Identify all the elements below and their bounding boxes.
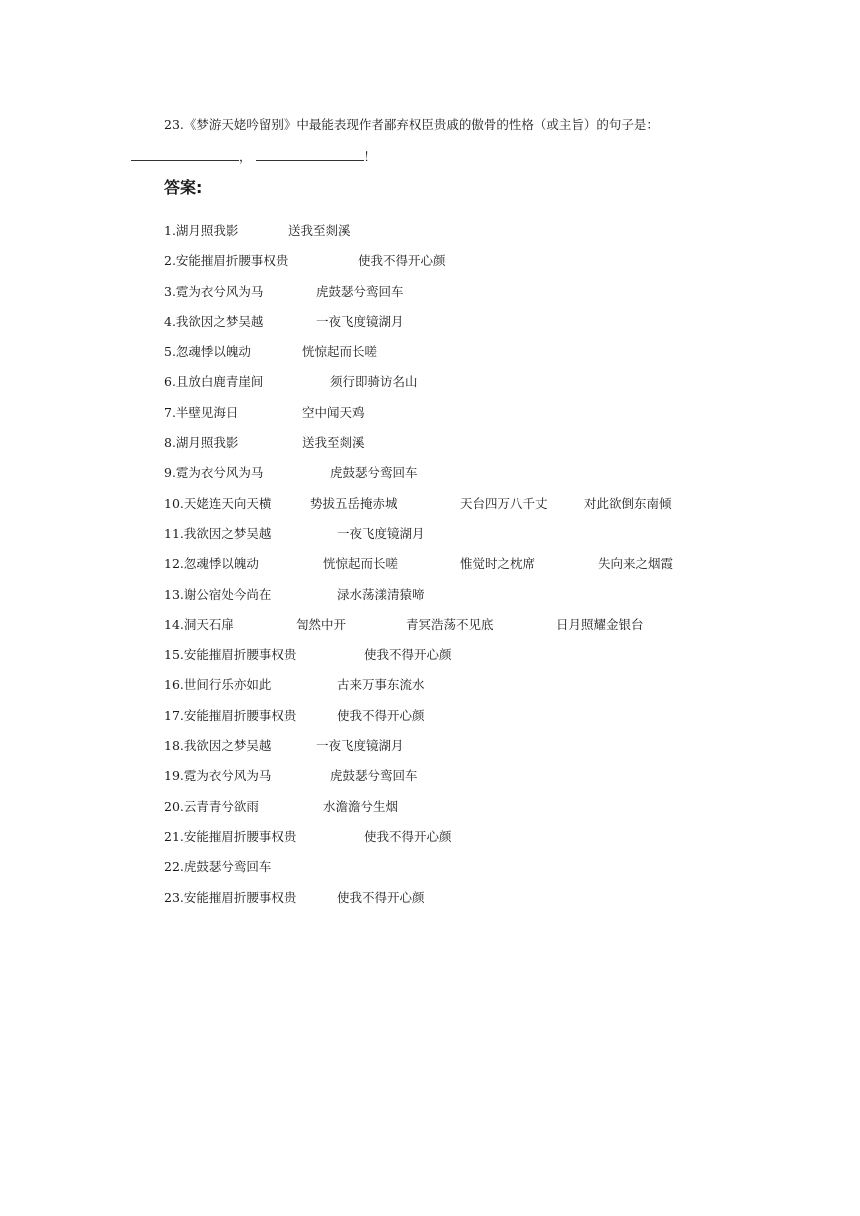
answer-line-part: 惟觉时之枕席 bbox=[460, 556, 536, 572]
answer-line-part: 使我不得开心颜 bbox=[364, 647, 452, 663]
answer-line-part: 使我不得开心颜 bbox=[364, 828, 452, 844]
answer-line-first: 17.安能摧眉折腰事权贵 bbox=[164, 707, 297, 723]
answer-line-part: 青冥浩荡不见底 bbox=[406, 616, 494, 632]
answer-line-part: 须行即骑访名山 bbox=[330, 374, 418, 390]
answer-line-part: 空中闻天鸡 bbox=[302, 404, 365, 420]
answer-line-part: 渌水荡漾清猿啼 bbox=[337, 586, 425, 602]
answer-line-part: 天台四万八千丈 bbox=[460, 495, 548, 511]
answer-line-part: 一夜飞度镜湖月 bbox=[316, 313, 404, 329]
answer-line-first: 10.天姥连天向天横 bbox=[164, 495, 272, 511]
question-23-blanks bbox=[131, 147, 376, 166]
answer-line-first: 5.忽魂悸以魄动 bbox=[164, 344, 251, 360]
answer-line-part: 一夜飞度镜湖月 bbox=[337, 525, 425, 541]
answer-line-first: 14.洞天石扉 bbox=[164, 616, 234, 632]
answer-line-first: 11.我欲因之梦吴越 bbox=[164, 525, 272, 541]
answer-line-part: 古来万事东流水 bbox=[337, 677, 425, 693]
answer-line-part: 失向来之烟霞 bbox=[598, 556, 674, 572]
answer-line-first: 12.忽魂悸以魄动 bbox=[164, 556, 259, 572]
answer-line-first: 8.湖月照我影 bbox=[164, 435, 239, 451]
answer-line-first: 19.霓为衣兮风为马 bbox=[164, 768, 272, 784]
answer-blank-1 bbox=[131, 147, 239, 161]
answer-line-part: 恍惊起而长嗟 bbox=[302, 344, 378, 360]
blank-end-mark: ！ bbox=[363, 149, 377, 164]
answer-line-first: 3.霓为衣兮风为马 bbox=[164, 283, 264, 299]
question-23-text: 23.《梦游天姥吟留别》中最能表现作者鄙弃权臣贵戚的傲骨的性格（或主旨）的句子是： bbox=[164, 117, 659, 132]
answer-line-first: 1.湖月照我影 bbox=[164, 223, 239, 238]
answer-line-first: 4.我欲因之梦吴越 bbox=[164, 313, 264, 329]
answer-line-part: 使我不得开心颜 bbox=[337, 889, 425, 905]
answer-line-first: 20.云青青兮欲雨 bbox=[164, 798, 259, 814]
answer-line-part: 送我至剡溪 bbox=[302, 435, 365, 451]
answer-line-first: 9.霓为衣兮风为马 bbox=[164, 465, 264, 481]
answer-line-part: 一夜飞度镜湖月 bbox=[316, 738, 404, 754]
answer-line-part: 对此欲倒东南倾 bbox=[584, 495, 672, 511]
answer-line-first: 16.世间行乐亦如此 bbox=[164, 677, 272, 693]
answer-line-first: 2.安能摧眉折腰事权贵 bbox=[164, 253, 289, 269]
answer-line-part: 恍惊起而长嗟 bbox=[323, 556, 399, 572]
answer-line-part: 使我不得开心颜 bbox=[337, 707, 425, 723]
answer-line-first: 21.安能摧眉折腰事权贵 bbox=[164, 828, 297, 844]
answer-line-first: 18.我欲因之梦吴越 bbox=[164, 738, 272, 754]
answer-line-part: 虎鼓瑟兮鸾回车 bbox=[330, 465, 418, 481]
answer-line-first: 22.虎鼓瑟兮鸾回车 bbox=[164, 859, 272, 875]
answer-line-part: 送我至剡溪 bbox=[288, 223, 351, 238]
answer-line-part: 虎鼓瑟兮鸾回车 bbox=[330, 768, 418, 784]
answer-line-part: 势拔五岳掩赤城 bbox=[310, 495, 398, 511]
answer-line-first: 7.半壁见海日 bbox=[164, 404, 239, 420]
answer-line-part: 使我不得开心颜 bbox=[358, 253, 446, 269]
answer-line-first: 6.且放白鹿青崖间 bbox=[164, 374, 264, 390]
answers-heading: 答案: bbox=[164, 178, 203, 197]
answer-line-first: 23.安能摧眉折腰事权贵 bbox=[164, 889, 297, 905]
answer-line-part: 日月照耀金银台 bbox=[556, 616, 644, 632]
answer-line-first: 13.谢公宿处今尚在 bbox=[164, 586, 272, 602]
blank-separator: ， bbox=[239, 149, 252, 164]
answer-blank-2 bbox=[256, 147, 364, 161]
answer-line-part: 虎鼓瑟兮鸾回车 bbox=[316, 283, 404, 299]
answer-line-first: 15.安能摧眉折腰事权贵 bbox=[164, 647, 297, 663]
answer-line-part: 水澹澹兮生烟 bbox=[323, 798, 399, 814]
answer-line-part: 訇然中开 bbox=[296, 616, 347, 632]
